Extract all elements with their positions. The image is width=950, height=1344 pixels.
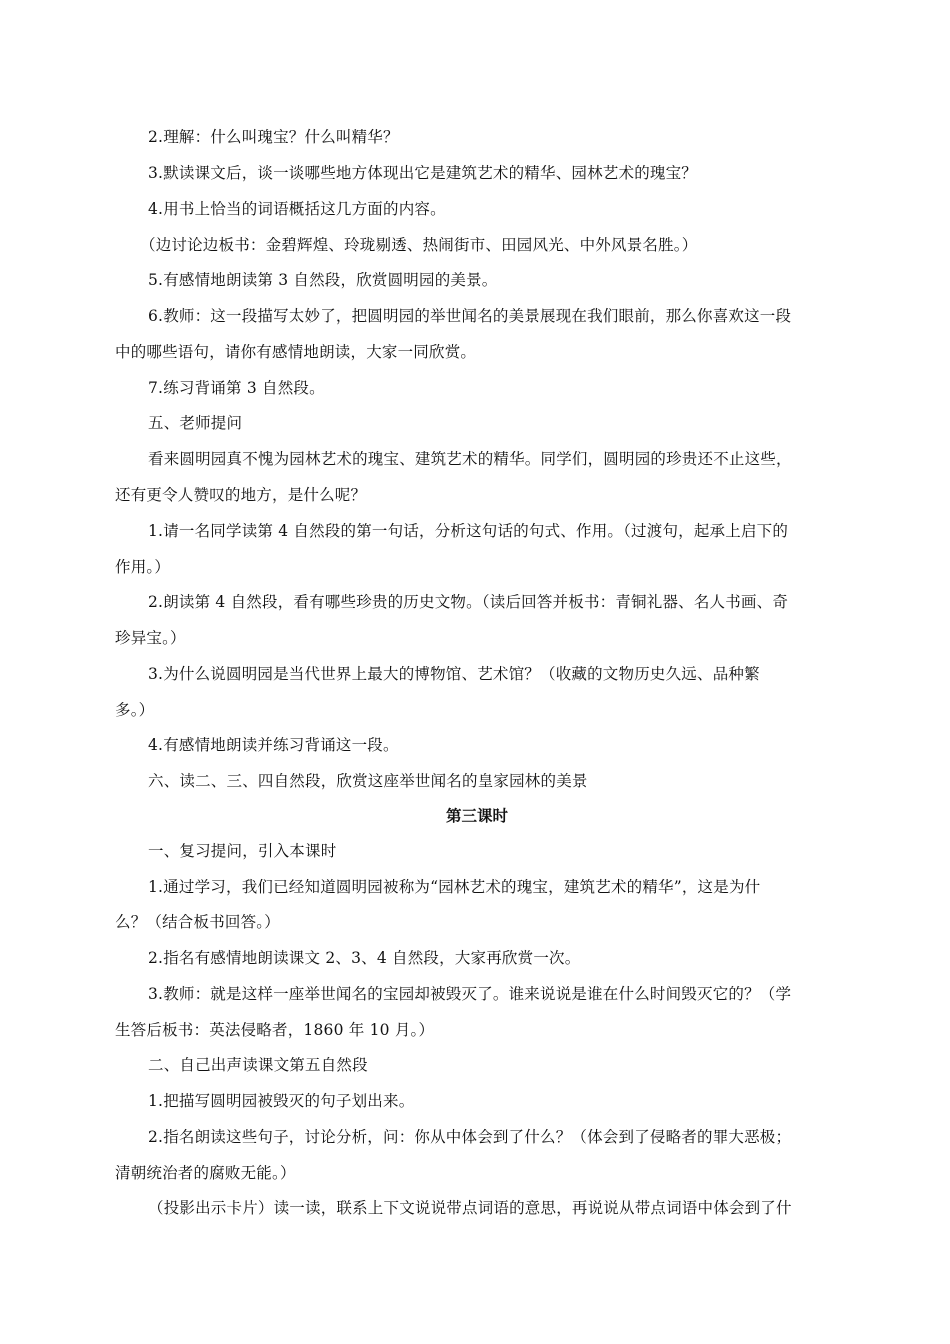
text-line: 还有更令人赞叹的地方，是什么呢？: [115, 486, 367, 504]
lesson-title: 第三课时: [446, 807, 509, 825]
text-line: 6.教师：这一段描写太妙了，把圆明园的举世闻名的美景展现在我们眼前，那么你喜欢这一段: [148, 307, 792, 325]
text-line: （投影出示卡片）读一读，联系上下文说说带点词语的意思，再说说从带点词语中体会到了什: [148, 1199, 792, 1217]
text-line: 4.用书上恰当的词语概括这几方面的内容。: [148, 200, 446, 218]
text-line: 作用。）: [115, 558, 171, 576]
text-line: 中的哪些语句，请你有感情地朗读，大家一同欣赏。: [115, 343, 477, 361]
text-line: 5.有感情地朗读第 3 自然段，欣赏圆明园的美景。: [148, 271, 498, 289]
section-heading: 六、读二、三、四自然段，欣赏这座举世闻名的皇家园林的美景: [148, 772, 588, 790]
text-line: 3.教师：就是这样一座举世闻名的宝园却被毁灭了。谁来说说是谁在什么时间毁灭它的？（学: [148, 985, 792, 1003]
section-heading: 二、自己出声读课文第五自然段: [148, 1056, 368, 1074]
text-line: 清朝统治者的腐败无能。）: [115, 1164, 296, 1182]
text-line: 4.有感情地朗读并练习背诵这一段。: [148, 736, 399, 754]
text-line: 3.默读课文后，谈一谈哪些地方体现出它是建筑艺术的精华、园林艺术的瑰宝？: [148, 164, 697, 182]
text-line: 3.为什么说圆明园是当代世界上最大的博物馆、艺术馆？（收藏的文物历史久远、品种繁: [148, 665, 760, 683]
text-line: （边讨论边板书：金碧辉煌、玲珑剔透、热闹街市、田园风光、中外风景名胜。）: [140, 236, 698, 254]
text-line: 1.把描写圆明园被毁灭的句子划出来。: [148, 1092, 415, 1110]
text-line: 看来圆明园真不愧为园林艺术的瑰宝、建筑艺术的精华。同学们，圆明园的珍贵还不止这些，: [148, 450, 792, 468]
text-line: 2.朗读第 4 自然段，看有哪些珍贵的历史文物。（读后回答并板书：青铜礼器、名人书画、奇: [148, 593, 789, 611]
text-line: 珍异宝。）: [115, 629, 186, 647]
text-line: 么？（结合板书回答。）: [115, 913, 280, 931]
text-line: 1.请一名同学读第 4 自然段的第一句话，分析这句话的句式、作用。（过渡句，起承上启下的: [148, 522, 789, 540]
section-heading: 一、复习提问，引入本课时: [148, 842, 337, 860]
text-line: 7.练习背诵第 3 自然段。: [148, 379, 325, 397]
text-line: 2.指名朗读这些句子，讨论分析，问：你从中体会到了什么？（体会到了侵略者的罪大恶极；: [148, 1128, 792, 1146]
text-line: 生答后板书：英法侵略者，1860 年 10 月。）: [115, 1021, 435, 1039]
text-line: 多。）: [115, 701, 155, 719]
text-line: 2.指名有感情地朗读课文 2、3、4 自然段，大家再欣赏一次。: [148, 949, 581, 967]
section-heading: 五、老师提问: [148, 414, 243, 432]
text-line: 1.通过学习，我们已经知道圆明园被称为“园林艺术的瑰宝，建筑艺术的精华”，这是为什: [148, 878, 761, 896]
text-line: 2.理解：什么叫瑰宝？什么叫精华？: [148, 128, 399, 146]
